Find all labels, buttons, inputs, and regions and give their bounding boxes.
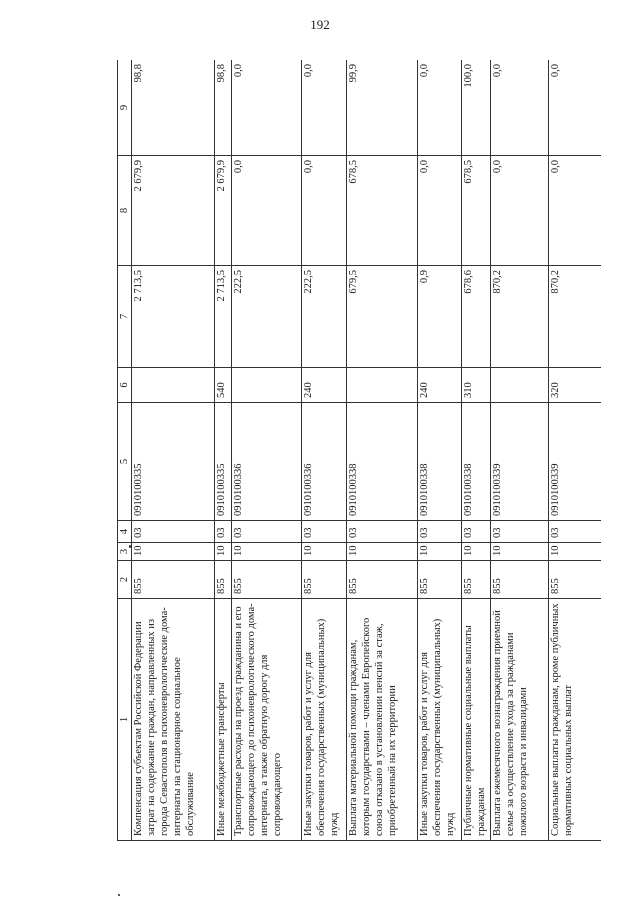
table-row (215, 60, 232, 841)
cell-percent: 99,9 (347, 60, 418, 156)
cell-section: 10 (132, 543, 215, 561)
cell-section: 10 (347, 543, 418, 561)
cell-grbs: 855 (232, 561, 302, 599)
cell-section: 10 (491, 543, 549, 561)
column-header: 3 (118, 543, 132, 561)
cell-percent: 0,0 (418, 60, 462, 156)
cell-plan: 678,6 (462, 266, 491, 368)
column-header: 9 (118, 60, 132, 156)
cell-subsection: 03 (215, 521, 232, 543)
rotated-table (117, 60, 601, 841)
cell-grbs: 855 (462, 561, 491, 599)
cell-section: 10 (302, 543, 347, 561)
scan-speck (118, 894, 120, 896)
cell-percent: 0,0 (302, 60, 347, 156)
column-header: 1 (118, 599, 132, 841)
row-name: Транспортные расходы на проезд гражданина и его сопровождающего до психоневрологического дома-интерната, а также обратную дорогу для сопровождающего (232, 599, 302, 841)
table-row (302, 60, 347, 841)
cell-actual: 2 679,9 (215, 156, 232, 266)
row-name: Иные межбюджетные трансферты (215, 599, 232, 841)
cell-section: 10 (418, 543, 462, 561)
cell-subsection: 03 (491, 521, 549, 543)
table-row (462, 60, 491, 841)
cell-percent: 98,8 (132, 60, 215, 156)
cell-actual: 0,0 (549, 156, 602, 266)
cell-expense-type (232, 368, 302, 403)
cell-plan: 2 713,5 (132, 266, 215, 368)
cell-grbs: 855 (347, 561, 418, 599)
cell-percent: 100,0 (462, 60, 491, 156)
cell-target-code: 0910100335 (215, 403, 232, 521)
cell-expense-type (132, 368, 215, 403)
cell-section: 10 (549, 543, 602, 561)
cell-actual: 0,0 (491, 156, 549, 266)
table-row (232, 60, 302, 841)
row-name: Компенсация субъектам Российской Федерации затрат на содержание граждан, направленных из города Севастополя в психоневрологические дома-интернаты на стационарное социальное обслуживание (132, 599, 215, 841)
column-header: 7 (118, 266, 132, 368)
column-header: 8 (118, 156, 132, 266)
table-row (132, 60, 215, 841)
column-header: 6 (118, 368, 132, 403)
cell-expense-type: 240 (302, 368, 347, 403)
cell-subsection: 03 (132, 521, 215, 543)
rotated-table-container (117, 60, 601, 841)
cell-subsection: 03 (418, 521, 462, 543)
column-header: 4 (118, 521, 132, 543)
cell-actual: 0,0 (418, 156, 462, 266)
cell-subsection: 03 (347, 521, 418, 543)
cell-target-code: 0910100339 (549, 403, 602, 521)
cell-grbs: 855 (215, 561, 232, 599)
column-header: 5 (118, 403, 132, 521)
cell-actual: 678,5 (347, 156, 418, 266)
row-name: Социальные выплаты гражданам, кроме публичных нормативных социальных выплат (549, 599, 602, 841)
cell-actual: 0,0 (302, 156, 347, 266)
cell-grbs: 855 (302, 561, 347, 599)
row-name: Выплата ежемесячного вознаграждения приемной семье за осуществление ухода за гражданами пожилого возраста и инвалидами (491, 599, 549, 841)
cell-plan: 679,5 (347, 266, 418, 368)
row-name: Иные закупки товаров, работ и услуг для обеспечения государственных (муниципальных) нужд (418, 599, 462, 841)
table-row (549, 60, 602, 841)
cell-expense-type (491, 368, 549, 403)
cell-subsection: 03 (232, 521, 302, 543)
cell-target-code: 0910100338 (347, 403, 418, 521)
cell-percent: 0,0 (491, 60, 549, 156)
table-row (418, 60, 462, 841)
cell-expense-type (347, 368, 418, 403)
cell-target-code: 0910100339 (491, 403, 549, 521)
cell-actual: 2 679,9 (132, 156, 215, 266)
cell-actual: 678,5 (462, 156, 491, 266)
cell-plan: 0,9 (418, 266, 462, 368)
cell-plan: 2 713,5 (215, 266, 232, 368)
cell-expense-type: 310 (462, 368, 491, 403)
cell-section: 10 (215, 543, 232, 561)
cell-target-code: 0910100338 (462, 403, 491, 521)
page-number: 192 (310, 17, 330, 32)
cell-subsection: 03 (549, 521, 602, 543)
cell-plan: 222,5 (232, 266, 302, 368)
cell-target-code: 0910100336 (302, 403, 347, 521)
cell-expense-type: 540 (215, 368, 232, 403)
cell-expense-type: 320 (549, 368, 602, 403)
row-name: Публичные нормативные социальные выплаты гражданам (462, 599, 491, 841)
cell-expense-type: 240 (418, 368, 462, 403)
cell-subsection: 03 (462, 521, 491, 543)
cell-actual: 0,0 (232, 156, 302, 266)
header-row (118, 60, 132, 841)
cell-percent: 0,0 (232, 60, 302, 156)
cell-target-code: 0910100336 (232, 403, 302, 521)
cell-target-code: 0910100338 (418, 403, 462, 521)
cell-percent: 0,0 (549, 60, 602, 156)
cell-grbs: 855 (491, 561, 549, 599)
budget-table (117, 60, 601, 841)
row-name: Выплата материальной помощи гражданам, которым государствами – членами Европейского союза отказано в установлении пенсий за стаж, приобретенный на их территории (347, 599, 418, 841)
table-row (347, 60, 418, 841)
column-header: 2 (118, 561, 132, 599)
cell-plan: 870,2 (491, 266, 549, 368)
cell-plan: 870,2 (549, 266, 602, 368)
table-row (491, 60, 549, 841)
cell-section: 10 (462, 543, 491, 561)
cell-grbs: 855 (418, 561, 462, 599)
cell-grbs: 855 (549, 561, 602, 599)
cell-subsection: 03 (302, 521, 347, 543)
cell-grbs: 855 (132, 561, 215, 599)
cell-section: 10 (232, 543, 302, 561)
cell-percent: 98,8 (215, 60, 232, 156)
cell-plan: 222,5 (302, 266, 347, 368)
cell-target-code: 0910100335 (132, 403, 215, 521)
row-name: Иные закупки товаров, работ и услуг для обеспечения государственных (муниципальных) нужд (302, 599, 347, 841)
